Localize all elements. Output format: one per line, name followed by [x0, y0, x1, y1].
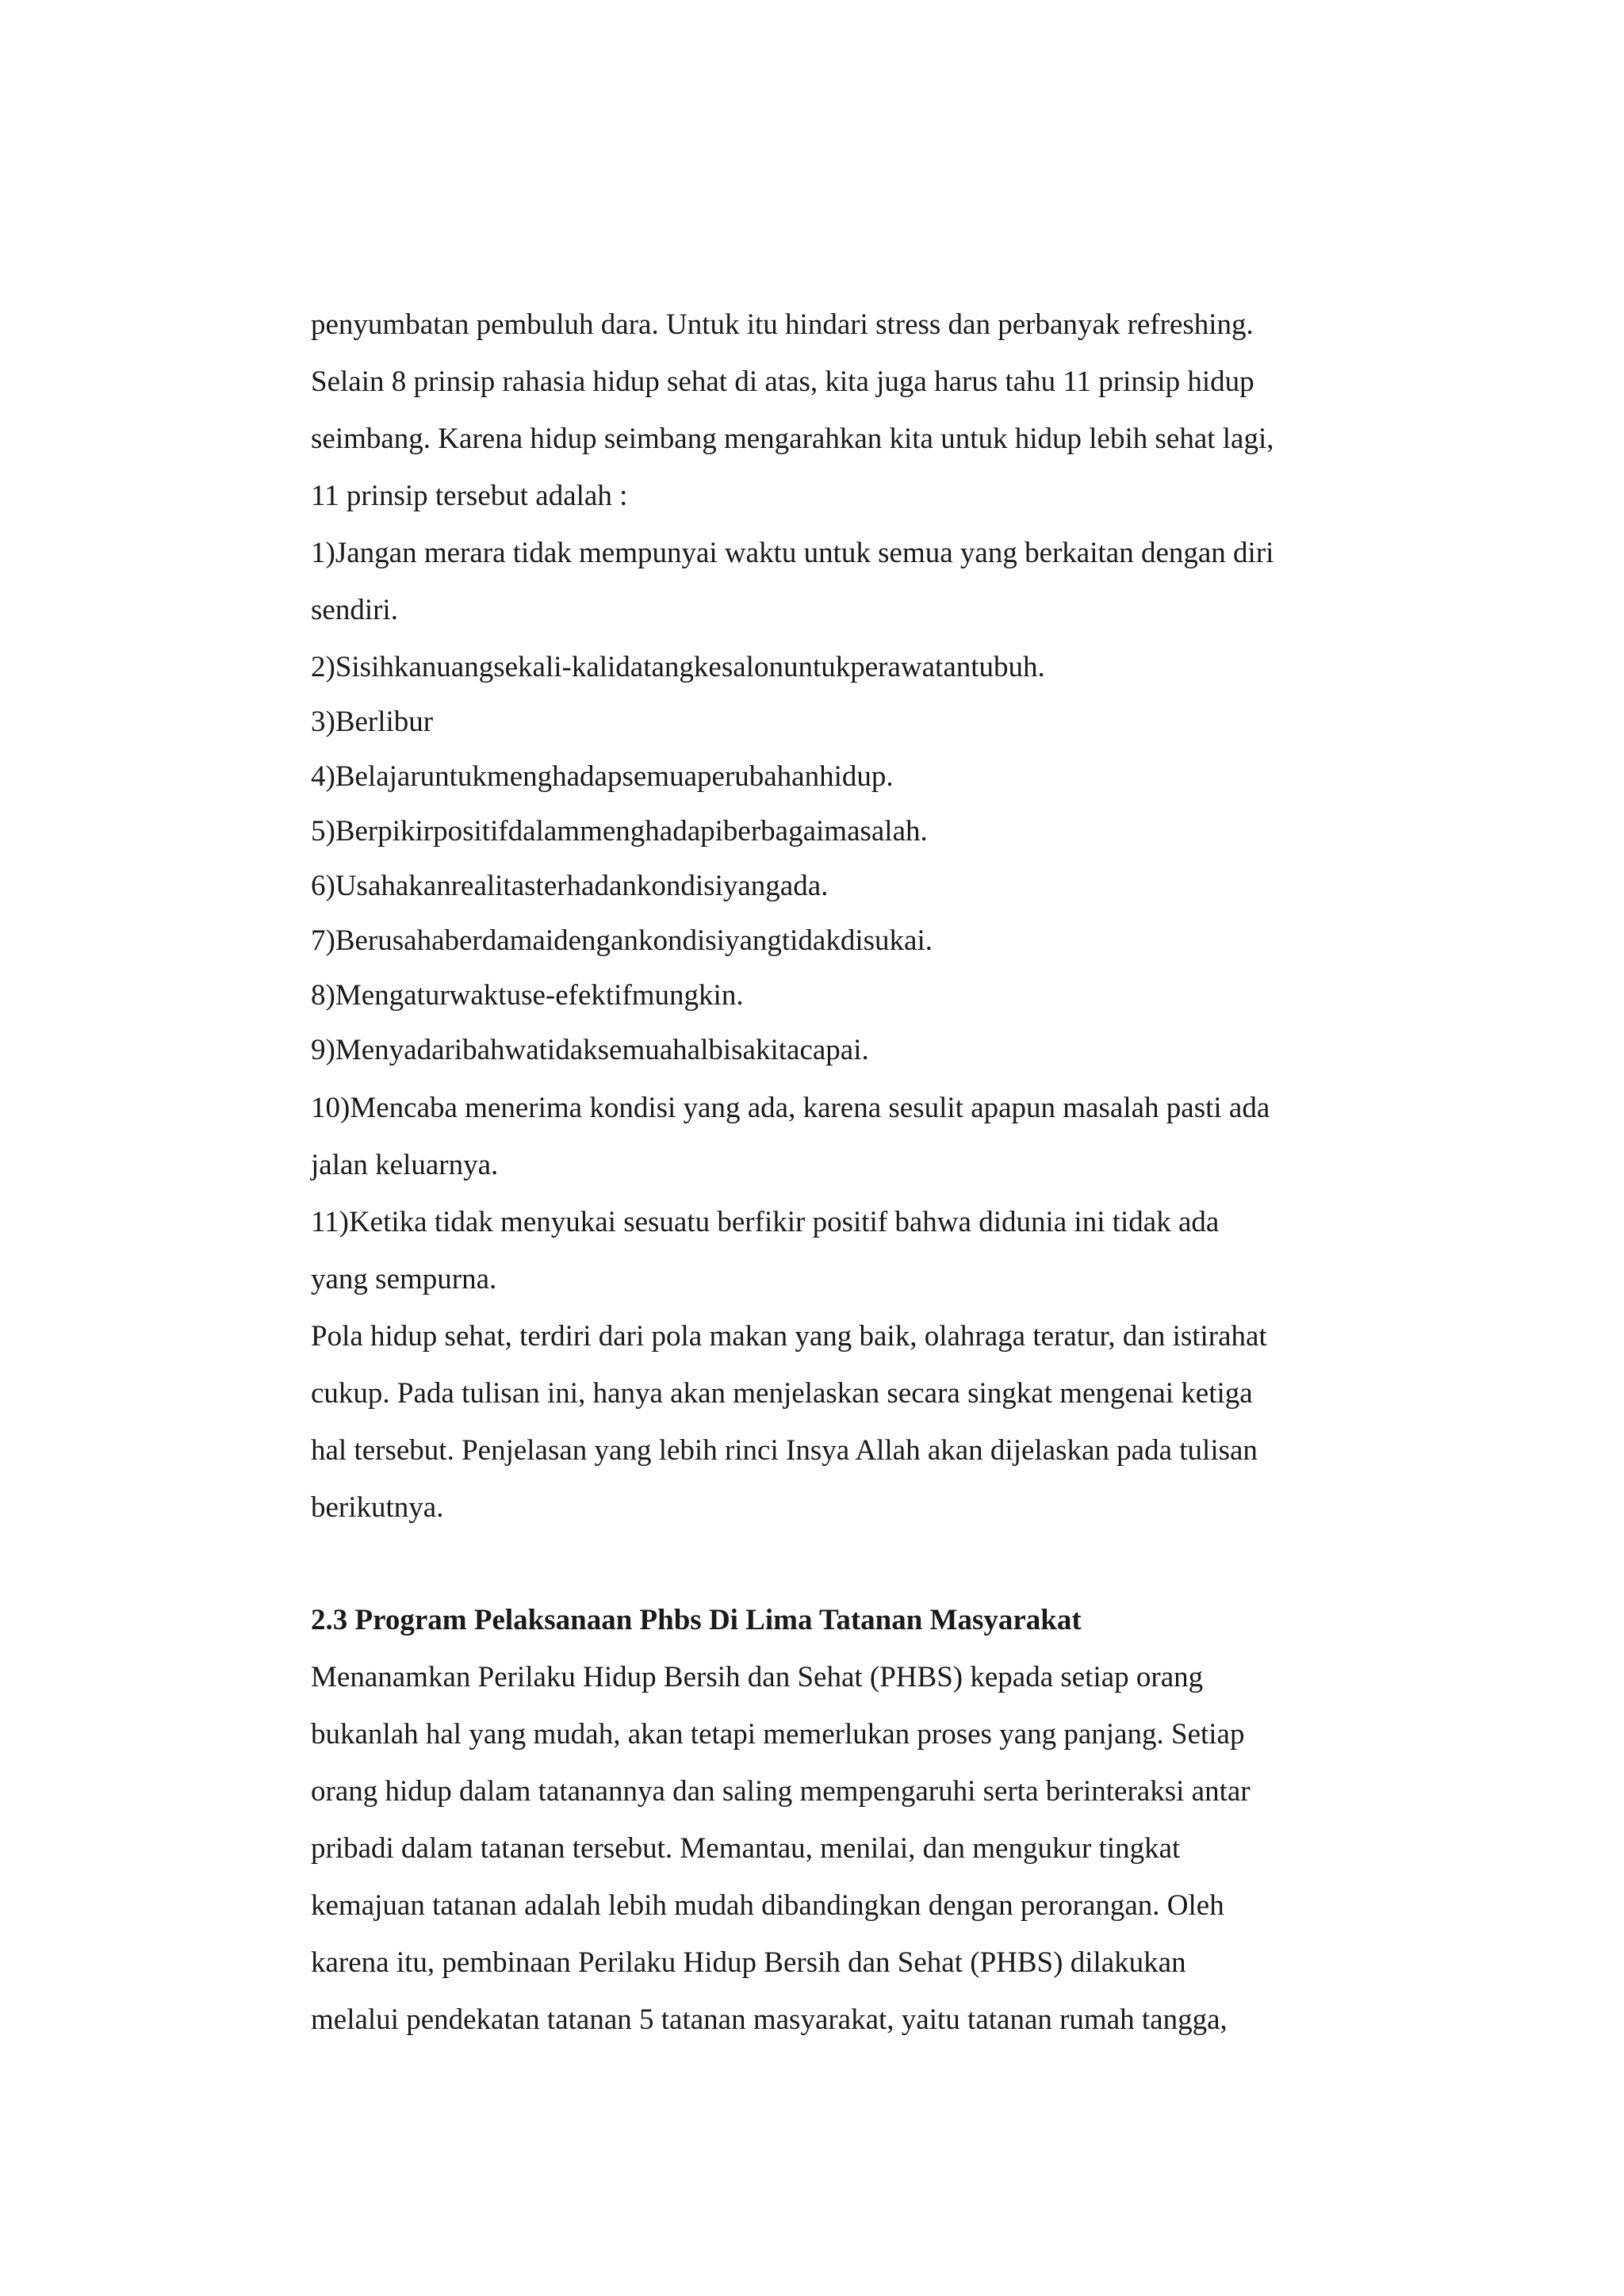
list-item: 5)Berpikirpositifdalammenghadapiberbagaimasalah.: [311, 815, 928, 848]
list-item: 10)Mencaba menerima kondisi yang ada, karena sesulit apapun masalah pasti ada: [311, 1092, 1270, 1124]
paragraph-line: hal tersebut. Penjelasan yang lebih rinci Insya Allah akan dijelaskan pada tulisan: [311, 1434, 1258, 1467]
list-item: 2)Sisihkanuangsekali-kalidatangkesalonuntukperawatantubuh.: [311, 651, 1045, 683]
paragraph-line: cukup. Pada tulisan ini, hanya akan menjelaskan secara singkat mengenai ketiga: [311, 1377, 1253, 1410]
paragraph-line: melalui pendekatan tatanan 5 tatanan masyarakat, yaitu tatanan rumah tangga,: [311, 2003, 1228, 2036]
list-item: 4)Belajaruntukmenghadapsemuaperubahanhidup.: [311, 760, 894, 793]
paragraph-line: Menanamkan Perilaku Hidup Bersih dan Sehat (PHBS) kepada setiap orang: [311, 1661, 1204, 1693]
paragraph-line: 11 prinsip tersebut adalah :: [311, 480, 628, 512]
paragraph-line: berikutnya.: [311, 1491, 444, 1524]
paragraph-line: karena itu, pembinaan Perilaku Hidup Bersih dan Sehat (PHBS) dilakukan: [311, 1946, 1186, 1979]
list-item: 7)Berusahaberdamaidengankondisiyangtidakdisukai.: [311, 924, 933, 957]
list-item: 11)Ketika tidak menyukai sesuatu berfikir positif bahwa didunia ini tidak ada: [311, 1206, 1220, 1238]
paragraph-line: orang hidup dalam tatanannya dan saling mempengaruhi serta berinteraksi antar: [311, 1775, 1251, 1808]
list-item: 1)Jangan merara tidak mempunyai waktu untuk semua yang berkaitan dengan diri: [311, 537, 1274, 569]
paragraph-line: seimbang. Karena hidup seimbang mengarahkan kita untuk hidup lebih sehat lagi,: [311, 423, 1274, 455]
list-item: jalan keluarnya.: [311, 1149, 499, 1181]
paragraph-line: Selain 8 prinsip rahasia hidup sehat di atas, kita juga harus tahu 11 prinsip hidup: [311, 365, 1254, 398]
paragraph-line: kemajuan tatanan adalah lebih mudah dibandingkan dengan perorangan. Oleh: [311, 1889, 1224, 1922]
list-item: 8)Mengaturwaktuse-efektifmungkin.: [311, 979, 744, 1012]
list-item: 6)Usahakanrealitasterhadankondisiyangada.: [311, 870, 829, 902]
paragraph-line: pribadi dalam tatanan tersebut. Memantau, menilai, dan mengukur tingkat: [311, 1832, 1181, 1865]
paragraph-line: Pola hidup sehat, terdiri dari pola makan yang baik, olahraga teratur, dan istirahat: [311, 1320, 1267, 1353]
list-item: 3)Berlibur: [311, 706, 434, 738]
list-item: yang sempurna.: [311, 1263, 497, 1295]
list-item: sendiri.: [311, 594, 398, 626]
section-heading: 2.3 Program Pelaksanaan Phbs Di Lima Tatanan Masyarakat: [311, 1604, 1082, 1636]
paragraph-line: penyumbatan pembuluh dara. Untuk itu hindari stress dan perbanyak refreshing.: [311, 308, 1254, 341]
list-item: 9)Menyadaribahwatidaksemuahalbisakitacapai.: [311, 1034, 869, 1066]
paragraph-line: bukanlah hal yang mudah, akan tetapi memerlukan proses yang panjang. Setiap: [311, 1718, 1245, 1751]
